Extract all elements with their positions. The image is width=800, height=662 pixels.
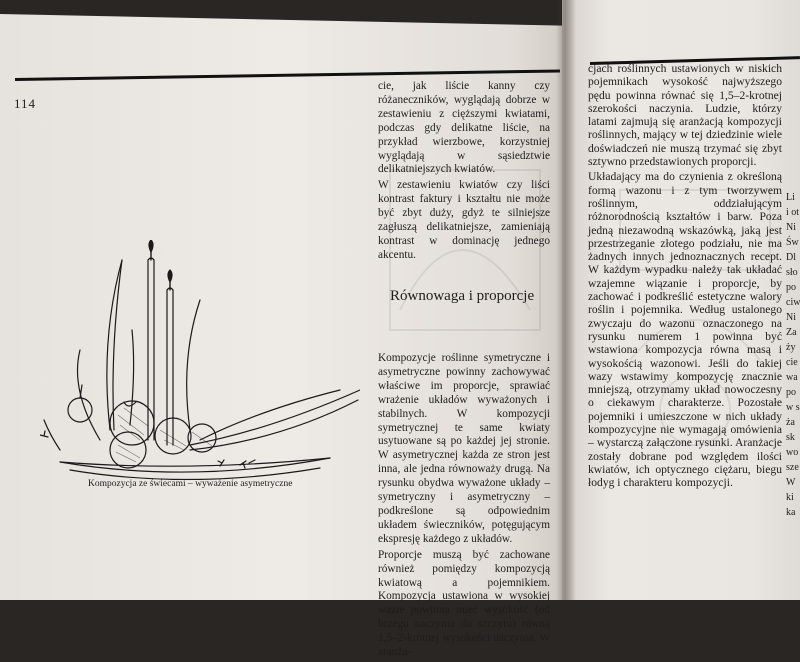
- paragraph: Układający ma do czynienia z określoną formą wazonu i z tym tworzywem roślinnym, oddziałującym różnorodnością kształtów i barw. Poza jedną niezawodną wskazówką, jaką jest przestrzeganie złotego podziału, nie ma żadnych innych jednoznacznych recept. W każdym wypadku należy tak układać wzajemne wiązanie i proporcje, by zachować i podkreślić estetyczne walory roślin i pojemnika. Według ustalonego zwyczaju do wazonu oznaczonego na rysunku numerem 1 powinna być wstawiona kompozycja równa masą i wysokością wazonowi. Jeśli do takiej wazy wstawimy kompozycję znacznie mniejszą, otrzymamy układ nowoczesny o ciekawym charakterze. Pozostałe pojemniki i umieszczone w nich układy kompozycyjne nie wymagają omówienia – wystarczą załączone rysunki. Aranżacje zostały dobrane pod względem ilości kwiatów, ich optycznego ciężaru, biegu łodyg i charakteru kompozycji.: [588, 170, 782, 490]
- edge-fragment: ża: [786, 417, 795, 428]
- section-heading: Równowaga i proporcje: [390, 288, 535, 304]
- edge-fragment: ka: [786, 507, 796, 518]
- edge-fragment: wo: [786, 447, 799, 458]
- candle-arrangement-illustration: [40, 240, 360, 480]
- paragraph: cjach roślinnych ustawionych w niskich pojemnikach wysokość najwyższego pędu powinna równać się 1,5–2-krotnej szerokości naczynia. Ludzie, którzy latami zajmują się aranżacją kompozycji roślinnych, mający w tej dziedzinie wiele doświadczeń nie muszą trzymać się zbyt sztywno przedstawionych proporcji.: [588, 62, 782, 169]
- edge-fragment: sk: [786, 432, 795, 443]
- edge-fragment: Za: [786, 327, 797, 338]
- edge-fragment: wa: [786, 372, 798, 383]
- edge-fragment: Dl: [786, 252, 796, 263]
- book-gutter: [556, 0, 576, 600]
- edge-fragment: cie: [786, 357, 798, 368]
- paragraph: cie, jak liście kanny czy różaneczników, wyglądają dobrze w zestawieniu z cięższymi kwiatami, podczas gdy delikatne liście, na przykład wierzbowe, korzystniej wyglądają w sąsiedztwie delikatniejszych kwiatów.: [378, 80, 550, 176]
- left-text-column-top: [378, 80, 550, 265]
- edge-fragment: ki: [786, 492, 794, 503]
- paragraph: Proporcje muszą być zachowane również pomiędzy kompozycją kwiatową a pojemnikiem. Kompozycja ustawiona w wysokiej wazie powinna mieć wysokość (od brzegu naczynia do szczytu) równą 1,5–2-krotnej wysokości naczynia. W aranża-: [378, 548, 550, 659]
- edge-fragment: ży: [786, 342, 796, 353]
- edge-fragment: sze: [786, 462, 799, 473]
- edge-fragment: Li: [786, 192, 795, 203]
- paragraph: Kompozycje roślinne symetryczne i asymetryczne powinny zachowywać właściwe im proporcje, sprawiać wrażenie układów wyważonych i stabilnych. W kompozycji symetrycznej te same kwiaty usytuowane są po każdej jej stronie. W asymetrycznej każda ze stron jest inna, ale jedna równoważy drugą. Na rysunku obydwa wyważone układy – symetryczny i asymetryczny – podkreślone są odpowiednim układem świeczników, potęgującym ekspresję każdego z układów.: [378, 352, 550, 545]
- edge-fragment: W: [786, 477, 796, 488]
- edge-fragment: w s: [786, 402, 800, 413]
- paragraph: W zestawieniu kwiatów czy liści kontrast faktury i kształtu nie może być zbyt duży, gdyż te silniejsze zagłuszą delikatniejsze, zamieniają kontrast w dominację jednego akcentu.: [378, 179, 550, 261]
- right-text-column: [588, 62, 782, 492]
- next-page-edge-text: [786, 190, 800, 520]
- edge-fragment: Św: [786, 237, 799, 248]
- figure-caption: Kompozycja ze świecami – wyważenie asymetryczne: [88, 479, 293, 489]
- edge-fragment: po: [786, 282, 796, 293]
- edge-fragment: Ni: [786, 222, 796, 233]
- left-text-column-bottom: [378, 352, 550, 662]
- edge-fragment: ciw: [786, 297, 800, 308]
- edge-fragment: po: [786, 387, 796, 398]
- edge-fragment: i ot: [786, 207, 800, 218]
- edge-fragment: Ni: [786, 312, 796, 323]
- edge-fragment: sło: [786, 267, 798, 278]
- page-number: 114: [14, 96, 37, 111]
